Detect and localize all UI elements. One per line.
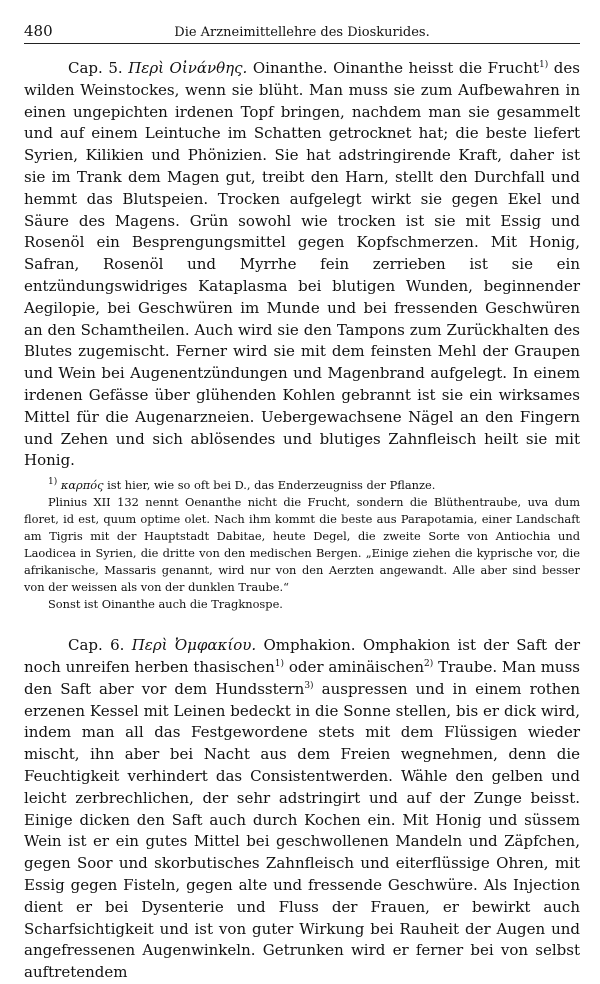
chapter-5-paragraph [24,58,580,472]
running-title: Die Arzneimittellehre des Dioskurides. [174,25,430,40]
footnote-ref-aminaeisch: 2) [424,658,434,669]
footnote-tragknospe: Sonst ist Oinanthe auch die Tragknospe. [48,597,283,612]
footnote-ref-hundsstern: 3) [304,680,314,691]
chapter-5-text-part2: des wilden Weinstockes, wenn sie blüht. Man muss sie zum Aufbewahren in einen ungepichten irdenen Topf bringen, nachdem man sie gesammelt und auf einem Leintuche im Schatten getrocknet hat; die beste liefert Syrien, Kilikien und Phönizien. Sie hat adstringirende Kraft, daher ist sie im Trank dem Magen gut, treibt den Harn, stellt den Durchfall und hemmt das Blutspeien. Trocken aufgelegt wirkt sie gegen Ekel und Säure des Magens. Grün sowohl wie trocken ist sie mit Essig und Rosenöl ein Besprengungsmittel gegen Kopfschmerzen. Mit Honig, Safran, Rosenöl und Myrrhe fein zerrieben ist sie ein entzündungswidriges Kataplasma bei blutigen Wunden, beginnender Aegilopie, bei Geschwüren im Munde und bei fressenden Geschwüren an den Schamtheilen. Auch wird sie den Tampons zum Zurückhalten des Blutes zugemischt. Ferner wird sie mit dem feinsten Mehl der Graupen und Wein bei Augenentzündungen und Magenbrand aufgelegt. In einem irdenen Gefässe über glühenden Kohlen gebrannt ist sie ein wirksames Mittel für die Augenarzneien. Uebergewachsene Nägel an den Fingern und Zehen und sich ablösendes und blutiges Zahnfleisch heilt sie mit Honig. [24,59,580,470]
chapter-6-lead: Omphakion. [263,636,356,655]
chapter-6-label: Cap. 6. [68,636,125,655]
page-number: 480 [24,22,53,40]
chapter-6-greek-title: Περὶ Ὀμφακίου. [131,636,257,655]
chapter-6-paragraph [24,635,580,984]
footnote-ref-thasisch: 1) [274,658,284,669]
chapter-6-text-part3: Traube. Man muss den Saft aber vor dem Hundsstern [24,657,580,698]
chapter-5-text-part1: Oinanthe heisst die Frucht [333,59,539,77]
running-head [24,22,580,44]
chapter-6-text-part1: Omphakion ist der Saft der noch unreifen herben thasischen [24,636,580,676]
chapter-6-text-part2: oder aminäischen [288,657,424,676]
document-page [24,22,580,984]
footnote-1-marker: 1) [48,477,58,488]
chapter-5-footnotes [24,477,580,613]
footnote-ref-1: 1) [539,60,549,70]
chapter-spacer [24,613,580,635]
chapter-5-greek-title: Περὶ Οἰνάνθης. [128,59,248,77]
chapter-5-label: Cap. 5. [68,59,123,77]
footnote-1-text: ist hier, wie so oft bei D., das Enderzeugniss der Pflanze. [107,478,436,493]
chapter-5-lead: Oinanthe. [252,59,328,77]
footnote-1-greek: καρπός [60,478,104,493]
footnote-1 [24,477,580,494]
chapter-6-text-part4: auspressen und in einem rothen erzenen Kessel mit Leinen bedeckt in die Sonne stellen, bis er dick wird, indem man all das Festgewordene stets mit dem Flüssigen wieder mischt, ihn aber bei Nacht aus dem Freien wegnehmen, denn die Feuchtigkeit verhindert das Consistentwerden. Wähle den gelben und leicht zerbrechlichen, der sehr adstringirt und auf der Zunge beisst. Einige dicken den Saft auch durch Kochen ein. Mit Honig und süssem Wein ist er ein gutes Mittel bei geschwollenen Mandeln und Zäpfchen, gegen Soor und skorbutisches Zahnfleisch und eiterflüssige Ohren, mit Essig gegen Fisteln, gegen alte und fressende Geschwüre. Als Injection dient er bei Dysenterie und Fluss der Frauen, er bewirkt auch Scharfsichtigkeit und ist von guter Wirkung bei Rauheit der Augen und angefressenen Augenwinkeln. Getrunken wird er ferner bei von selbst auftretendem [24,679,580,982]
footnote-plinius: Plinius XII 132 nennt Oenanthe nicht die Frucht, sondern die Blüthentraube, uva dum floret, id est, quum optime olet. Nach ihm kommt die beste aus Parapotamia, einer Landschaft am Tigris mit der Hauptstadt Dabitae, heute Degel, die zweite Sorte von Antiochia und Laodicea in Syrien, die dritte von den medischen Bergen. „Einige ziehen die kyprische vor, die afrikanische, Massaris genannt, wird nur von den Aerzten angewandt. Alle aber sind besser von der weissen als von der dunklen Traube.“ [24,495,580,595]
